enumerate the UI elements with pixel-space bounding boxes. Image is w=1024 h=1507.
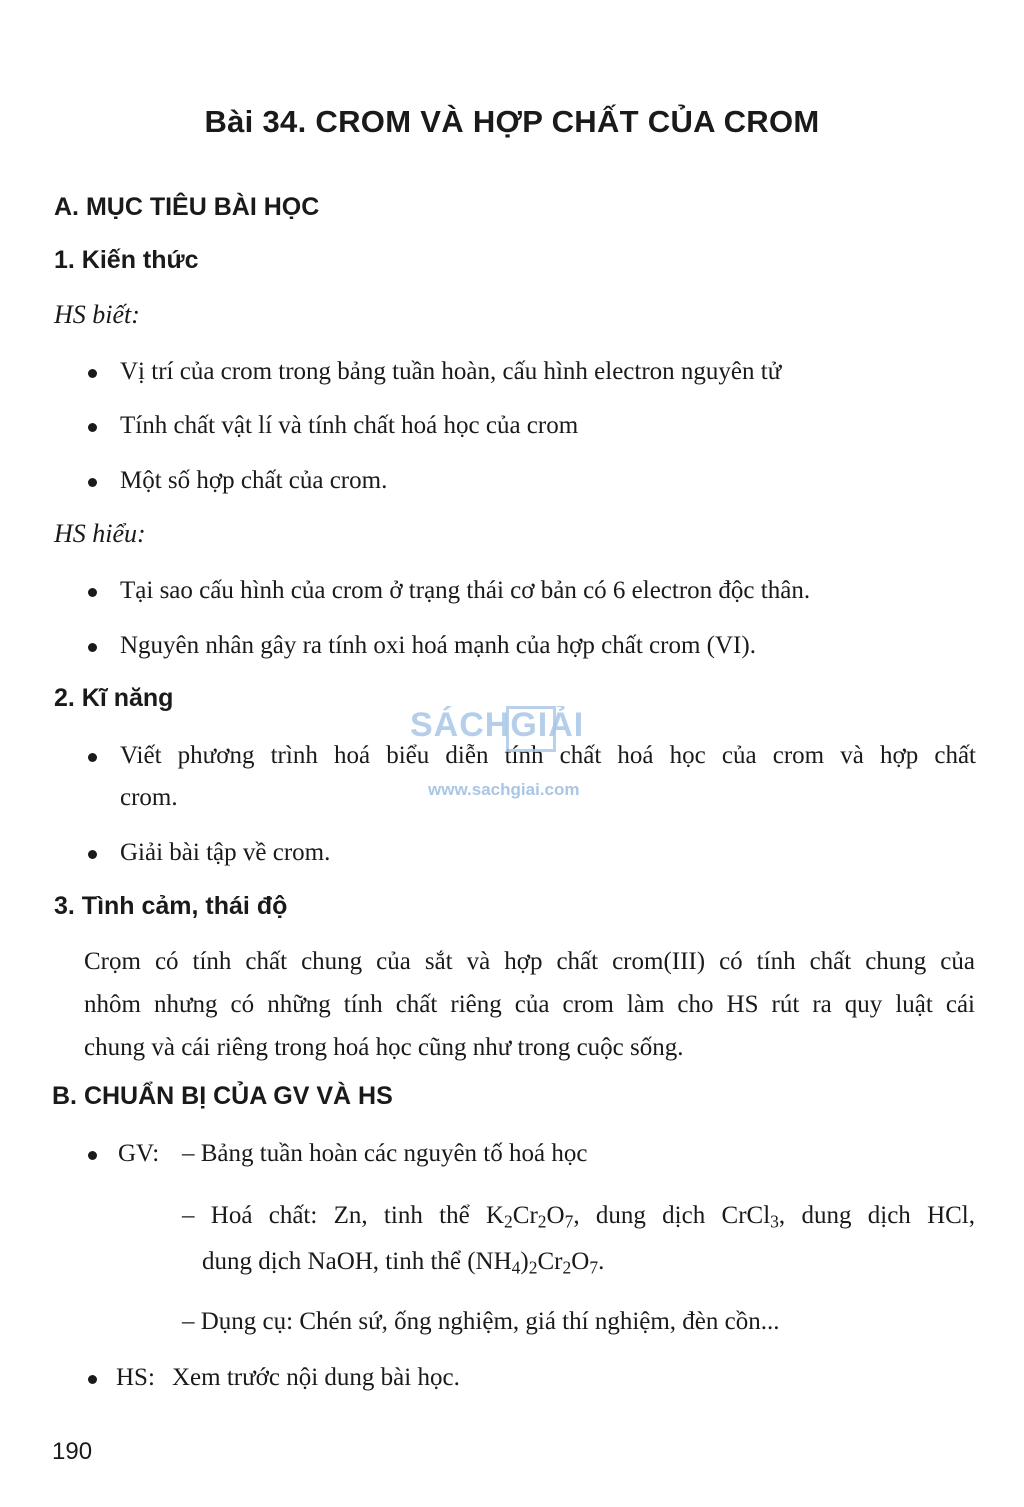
formula-crcl3 bbox=[721, 1202, 779, 1232]
formula-k2cr2o7 bbox=[485, 1202, 574, 1232]
hs-item: Xem trước nội dung bài học. bbox=[172, 1364, 460, 1391]
lesson-title: Bài 34. CROM VÀ HỢP CHẤT CỦA CROM bbox=[204, 104, 820, 139]
hs-know-label: HS biết: bbox=[54, 300, 140, 329]
formula-part: Cr bbox=[512, 1202, 538, 1229]
formula-part: . bbox=[598, 1248, 605, 1275]
gv-item-chemicals-line-2 bbox=[202, 1248, 604, 1276]
understand-item-1: Tại sao cấu hình của crom ở trạng thái cơ bản có 6 electron độc thân. bbox=[120, 577, 811, 604]
chemicals-line2-prefix: dung dịch NaOH, tinh thể (NH bbox=[202, 1248, 512, 1275]
formula-subscript: 2 bbox=[504, 1211, 513, 1232]
skills-item-1-line-2: crom. bbox=[120, 784, 178, 811]
formula-part: ) bbox=[520, 1248, 529, 1275]
bullet-icon bbox=[88, 1375, 97, 1384]
gv-label: GV: bbox=[118, 1140, 160, 1167]
bullet-icon bbox=[88, 423, 97, 432]
bullet-icon bbox=[88, 369, 97, 378]
formula-part: CrCl bbox=[721, 1202, 771, 1229]
formula-subscript: 4 bbox=[511, 1257, 521, 1278]
watermark-url: www.sachgiai.com bbox=[428, 780, 580, 799]
skills-item-2: Giải bài tập về crom. bbox=[120, 839, 331, 866]
gv-item-chemicals-line-1 bbox=[182, 1202, 975, 1230]
formula-subscript: 3 bbox=[770, 1211, 779, 1232]
knowledge-heading: 1. Kiến thức bbox=[54, 246, 199, 274]
chemicals-suffix: , dung dịch HCl, bbox=[778, 1202, 976, 1229]
skills-heading: 2. Kĩ năng bbox=[54, 684, 174, 712]
know-item-1: Vị trí của crom trong bảng tuần hoàn, cấu hình electron nguyên tử bbox=[120, 358, 782, 385]
section-b-heading: B. CHUẨN BỊ CỦA GV VÀ HS bbox=[52, 1082, 393, 1110]
formula-part: O bbox=[571, 1248, 590, 1275]
bullet-icon bbox=[88, 850, 97, 859]
page-number: 190 bbox=[52, 1438, 93, 1465]
hs-understand-label: HS hiểu: bbox=[54, 519, 146, 548]
formula-subscript: 2 bbox=[562, 1257, 572, 1278]
bullet-icon bbox=[88, 753, 97, 762]
bullet-icon bbox=[88, 588, 97, 597]
know-item-3: Một số hợp chất của crom. bbox=[120, 467, 388, 494]
hs-label: HS: bbox=[116, 1364, 155, 1391]
watermark-logo-text: SÁCHGIẢI bbox=[410, 706, 585, 744]
formula-subscript: 2 bbox=[528, 1257, 538, 1278]
section-a-heading: A. MỤC TIÊU BÀI HỌC bbox=[54, 193, 320, 221]
attitude-line-3: chung và cái riêng trong hoá học cũng như trong cuộc sống. bbox=[84, 1034, 684, 1061]
know-item-2: Tính chất vật lí và tính chất hoá học của crom bbox=[120, 412, 579, 439]
gv-item-periodic-table: – Bảng tuần hoàn các nguyên tố hoá học bbox=[182, 1140, 588, 1167]
gv-item-equipment: – Dụng cụ: Chén sứ, ống nghiệm, giá thí nghiệm, đèn cồn... bbox=[182, 1308, 780, 1335]
attitude-heading: 3. Tình cảm, thái độ bbox=[54, 892, 288, 920]
formula-part: O bbox=[546, 1202, 565, 1229]
formula-part: K bbox=[485, 1202, 505, 1229]
chemicals-mid: , dung dịch bbox=[573, 1202, 722, 1229]
understand-item-2: Nguyên nhân gây ra tính oxi hoá mạnh của hợp chất crom (VI). bbox=[120, 632, 756, 659]
bullet-icon bbox=[88, 643, 97, 652]
formula-subscript: 7 bbox=[564, 1211, 574, 1232]
formula-part: Cr bbox=[537, 1248, 563, 1275]
chemicals-prefix: – Hoá chất: Zn, tinh thể bbox=[182, 1202, 486, 1229]
formula-subscript: 2 bbox=[537, 1211, 547, 1232]
formula-subscript: 7 bbox=[589, 1257, 599, 1278]
attitude-line-1: Crọm có tính chất chung của sắt và hợp chất crom(III) có tính chất chung của bbox=[84, 948, 975, 975]
bullet-icon bbox=[88, 478, 97, 487]
attitude-line-2: nhôm nhưng có những tính chất riêng của crom làm cho HS rút ra quy luật cái bbox=[84, 991, 975, 1018]
skills-item-1-line-1: Viết phương trình hoá biểu diễn tính chất hoá học của crom và hợp chất bbox=[120, 742, 976, 769]
bullet-icon bbox=[88, 1151, 97, 1160]
